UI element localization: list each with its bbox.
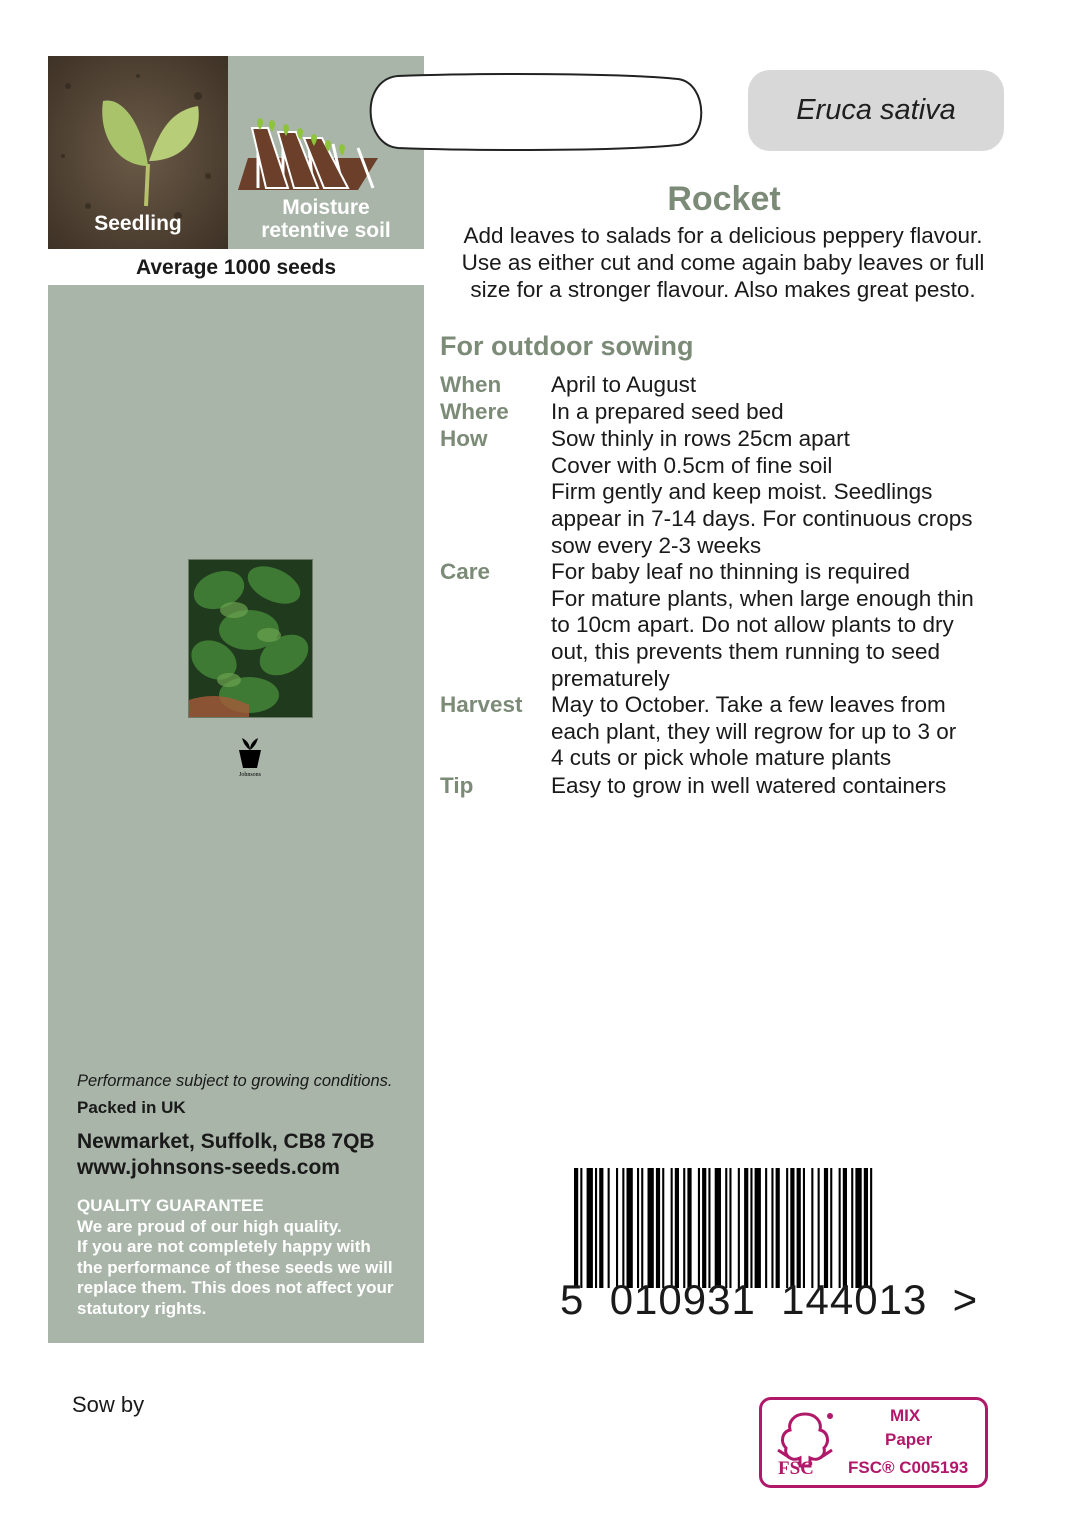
sowing-heading: For outdoor sowing: [440, 331, 694, 361]
barcode-bar: [641, 1168, 643, 1288]
barcode-bar: [574, 1168, 578, 1288]
performance-note: Performance subject to growing conditions.: [77, 1072, 393, 1090]
svg-text:Johnsons: Johnsons: [238, 772, 262, 778]
barcode-bar: [627, 1168, 633, 1288]
barcode-bar: [725, 1168, 727, 1288]
row-line: May to October. Take a few leaves from: [551, 692, 946, 717]
barcode-bar: [776, 1168, 780, 1288]
guarantee-line: If you are not completely happy with: [77, 1237, 371, 1256]
guarantee-heading: QUALITY GUARANTEE: [77, 1196, 264, 1215]
barcode-bar: [765, 1168, 767, 1288]
guarantee-line: statutory rights.: [77, 1298, 207, 1318]
row-text-tip: [551, 773, 1021, 800]
row-line: In a prepared seed bed: [551, 399, 784, 424]
row-line: Sow thinly in rows 25cm apart: [551, 426, 850, 451]
barcode-bar: [750, 1168, 752, 1288]
packed-in: Packed in UK: [77, 1098, 186, 1117]
barcode-bar: [599, 1168, 603, 1288]
row-label-how: How: [440, 426, 488, 451]
barcode-bar: [702, 1168, 706, 1288]
latin-name-badge: [748, 70, 1004, 151]
fsc-badge: [759, 1397, 988, 1488]
seedling-label: Seedling: [94, 212, 182, 235]
latin-name: Eruca sativa: [796, 94, 956, 126]
barcode-bar: [738, 1168, 740, 1288]
barcode-bar: [839, 1168, 841, 1288]
product-photo: [188, 559, 313, 718]
soil-label-line1: Moisture: [282, 196, 370, 219]
row-label-harvest: Harvest: [440, 692, 523, 717]
barcode-bar: [755, 1168, 761, 1288]
guarantee-line: the performance of these seeds we will: [77, 1257, 393, 1277]
barcode-bar: [771, 1168, 773, 1288]
barcode-bar: [687, 1168, 691, 1288]
barcode-bar: [803, 1168, 805, 1288]
row-line: prematurely: [551, 665, 670, 691]
address-line: Newmarket, Suffolk, CB8 7QB: [77, 1130, 375, 1153]
barcode-bar: [870, 1168, 872, 1288]
barcode-bar: [708, 1168, 710, 1288]
description-line: Add leaves to salads for a delicious peppery flavour.: [463, 223, 983, 248]
row-line: 4 cuts or pick whole mature plants: [551, 745, 892, 771]
row-line: For baby leaf no thinning is required: [551, 559, 910, 584]
row-line: For mature plants, when large enough thin: [551, 585, 974, 611]
row-text-harvest: [551, 692, 1021, 772]
barcode-bar: [587, 1168, 593, 1288]
barcode: [574, 1168, 972, 1288]
barcode-bar: [744, 1168, 748, 1288]
fsc-logo-text: FSC: [778, 1458, 814, 1479]
row-line: to 10cm apart. Do not allow plants to dry: [551, 612, 954, 638]
barcode-bar: [830, 1168, 832, 1288]
barcode-bar: [616, 1168, 618, 1288]
barcode-bar: [698, 1168, 700, 1288]
barcode-bar: [824, 1168, 828, 1288]
barcode-bar: [622, 1168, 624, 1288]
row-text-when: [551, 372, 1021, 399]
seed-count-strip: [48, 249, 424, 285]
quality-guarantee: [77, 1196, 393, 1319]
barcode-bar: [843, 1168, 847, 1288]
row-line: April to August: [551, 372, 697, 397]
guarantee-line: We are proud of our high quality.: [77, 1216, 342, 1236]
johnsons-logo: [232, 736, 268, 778]
row-line: appear in 7-14 days. For continuous crops: [551, 506, 973, 532]
barcode-bar: [786, 1168, 788, 1288]
row-text-how: [551, 426, 1021, 560]
product-title: Rocket: [667, 180, 781, 218]
barcode-bar: [656, 1168, 660, 1288]
barcode-bar: [595, 1168, 597, 1288]
row-line: Easy to grow in well watered containers: [551, 773, 947, 798]
barcode-bar: [675, 1168, 679, 1288]
fsc-paper: Paper: [885, 1430, 933, 1449]
barcode-bar: [811, 1168, 813, 1288]
fsc-code: FSC® C005193: [848, 1458, 969, 1477]
row-line: out, this prevents them running to seed: [551, 639, 940, 665]
row-label-care: Care: [440, 559, 491, 584]
row-label-tip: Tip: [440, 773, 474, 798]
barcode-bar: [864, 1168, 868, 1288]
guarantee-line: replace them. This does not affect your: [77, 1278, 394, 1297]
seedling-photo: [48, 56, 228, 249]
barcode-digits: 5 010931 144013 >: [560, 1276, 979, 1323]
seed-count: Average 1000 seeds: [135, 256, 337, 279]
row-line: each plant, they will regrow for up to 3 or: [551, 718, 957, 744]
barcode-bar: [790, 1168, 794, 1288]
sow-by-label: Sow by: [72, 1392, 145, 1417]
barcode-bar: [715, 1168, 721, 1288]
soil-label-line2: retentive soil: [261, 219, 391, 242]
barcode-bar: [637, 1168, 639, 1288]
barcode-bar: [648, 1168, 654, 1288]
barcode-bar: [671, 1168, 673, 1288]
website: www.johnsons-seeds.com: [77, 1156, 340, 1179]
fsc-mix: MIX: [890, 1406, 921, 1425]
row-text-where: [551, 399, 1021, 426]
barcode-bar: [851, 1168, 853, 1288]
barcode-bar: [729, 1168, 731, 1288]
description-line: size for a stronger flavour. Also makes great pesto.: [470, 277, 976, 302]
barcode-bar: [855, 1168, 861, 1288]
row-line: Cover with 0.5cm of fine soil: [551, 452, 833, 478]
hang-hole-cutout: [358, 73, 712, 151]
row-label-when: When: [440, 372, 502, 397]
row-text-care: [551, 559, 1021, 693]
barcode-bar: [662, 1168, 664, 1288]
barcode-bar: [580, 1168, 582, 1288]
row-line: sow every 2-3 weeks: [551, 532, 762, 558]
row-line: Firm gently and keep moist. Seedlings: [551, 479, 933, 505]
barcode-bar: [683, 1168, 685, 1288]
product-description: [430, 222, 1016, 303]
barcode-bar: [608, 1168, 610, 1288]
description-line: Use as either cut and come again baby leaves or full: [461, 250, 985, 275]
barcode-bar: [818, 1168, 820, 1288]
row-label-where: Where: [440, 399, 509, 424]
barcode-bar: [797, 1168, 801, 1288]
